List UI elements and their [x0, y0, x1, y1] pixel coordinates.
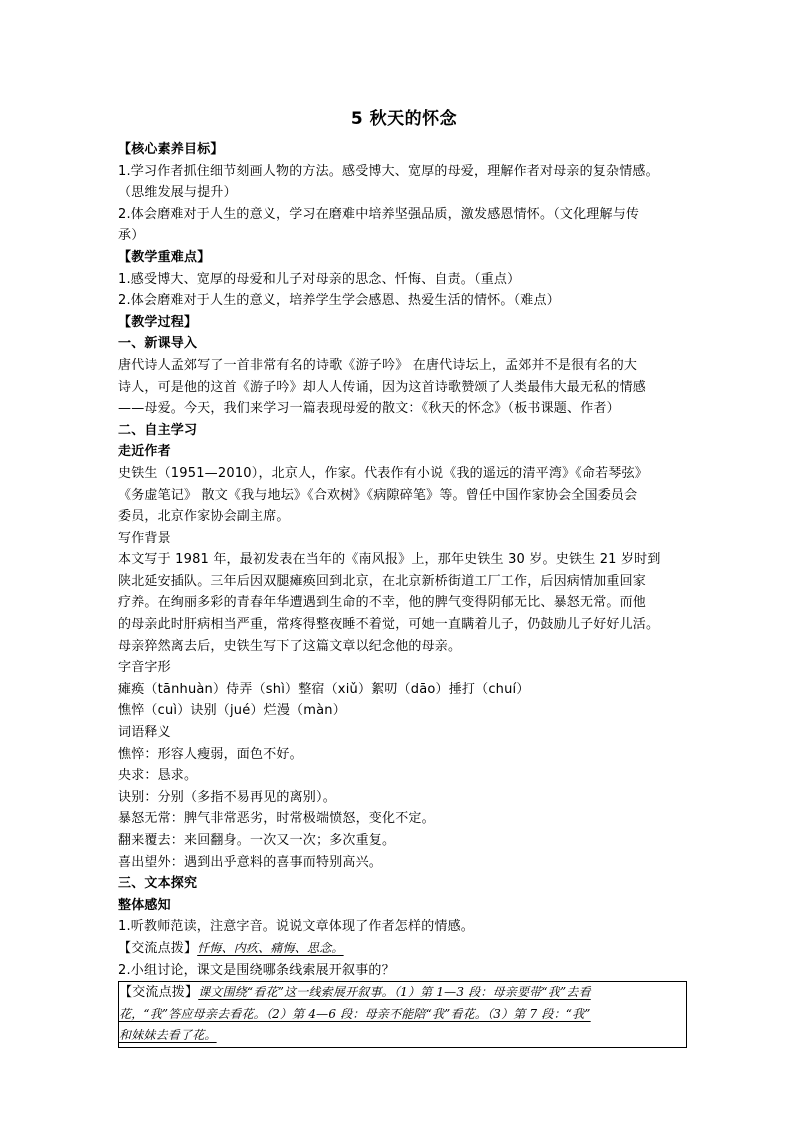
background-line-4: 的母亲此时肝病相当严重，常疼得整夜睡不着觉，可她一直瞒着儿子，仍鼓励儿子好好儿活。	[118, 617, 660, 633]
vocab-item: 央求：恳求。	[118, 768, 198, 784]
pronunciation-line-1: 瘫痪（tānhuàn）侍弄（shì）整宿（xiǔ）絮叨（dāo）捶打（chuí）	[118, 681, 530, 697]
pronunciation-heading: 字音字形	[118, 660, 171, 676]
goal-2: 2.体会磨难对于人生的意义，学习在磨难中培养坚强品质，激发感恩情怀。（文化理解与传	[118, 206, 640, 222]
answer-2-line-2: 花，“我”答应母亲去看花。（2）第 4—6 段：母亲不能陪“我”看花。（3）第 7 段：“我”	[119, 1006, 591, 1021]
answer-2-line-3: 和妹妹去看了花。	[119, 1028, 217, 1043]
background-line-3: 疗养。在绚丽多彩的青春年华遭遇到生命的不幸，他的脾气变得阴郁无比、暴怒无常。而他	[118, 595, 647, 611]
overall-heading: 整体感知	[118, 897, 171, 913]
author-heading: 走近作者	[118, 444, 171, 460]
exchange-label: 【交流点拨】	[118, 940, 198, 956]
background-line-2: 陕北延安插队。三年后因双腿瘫痪回到北京，在北京新桥街道工厂工作，后因病情加重回家	[118, 573, 647, 589]
section-heading-process: 【教学过程】	[118, 314, 198, 330]
vocab-item: 喜出望外：遇到出乎意料的喜事而特别高兴。	[118, 854, 383, 870]
answer-2-text-1: 课文围绕“看花”这一线索展开叙事。（1）第 1—3 段：母亲要带“我”去看	[198, 985, 591, 1000]
vocab-item: 憔悴：形容人瘦弱，面色不好。	[118, 746, 303, 762]
answer-1-text: 忏悔、内疚、痛悔、思念。	[197, 940, 344, 955]
intro-line-3: ——母爱。今天，我们来学习一篇表现母爱的散文：《秋天的怀念》（板书课题、作者）	[118, 401, 620, 417]
intro-line-1: 唐代诗人孟郊写了一首非常有名的诗歌《游子吟》 在唐代诗坛上，孟郊并不是很有名的大	[118, 357, 638, 373]
key-point-2: 2.体会磨难对于人生的意义，培养学生学会感恩、热爱生活的情怀。（难点）	[118, 293, 560, 309]
goal-2-cont: 承）	[118, 228, 145, 244]
document-page	[118, 107, 690, 1048]
key-point-1: 1.感受博大、宽厚的母爱和儿子对母亲的思念、忏悔、自责。（重点）	[118, 271, 521, 287]
goal-1-cont: （思维发展与提升）	[118, 185, 237, 201]
intro-line-2: 诗人，可是他的这首《游子吟》却人人传诵，因为这首诗歌赞颂了人类最伟大最无私的情感	[118, 379, 647, 395]
vocab-heading: 词语释义	[118, 725, 171, 741]
section-heading-key-points: 【教学重难点】	[118, 249, 211, 265]
section-heading-goals: 【核心素养目标】	[118, 142, 224, 157]
answer-2-box	[118, 981, 687, 1048]
question-1: 1.听教师范读，注意字音。说说文章体现了作者怎样的情感。	[118, 919, 475, 935]
goal-1: 1.学习作者抓住细节刻画人物的方法。感受博大、宽厚的母爱，理解作者对母亲的复杂情感。	[118, 163, 659, 179]
part-2-heading: 二、自主学习	[118, 422, 198, 438]
answer-2-line-1	[119, 982, 686, 1004]
author-line-3: 委员，北京作家协会副主席。	[118, 509, 290, 525]
answer-1	[118, 938, 690, 960]
exchange-label: 【交流点拨】	[119, 985, 199, 1001]
vocab-item: 诀别：分别（多指不易再见的离别）。	[118, 789, 336, 805]
background-line-1: 本文写于 1981 年，最初发表在当年的《南风报》上，那年史铁生 30 岁。史铁生 21 岁时到	[118, 552, 661, 568]
part-1-heading: 一、新课导入	[118, 336, 198, 352]
vocab-item: 暴怒无常：脾气非常恶劣，时常极端愤怒，变化不定。	[118, 811, 435, 827]
vocab-item: 翻来覆去：来回翻身。一次又一次；多次重复。	[118, 833, 396, 848]
part-3-heading: 三、文本探究	[118, 876, 198, 892]
author-line-2: 《务虚笔记》 散文《我与地坛》《合欢树》《病隙碎笔》等。曾任中国作家协会全国委员会	[118, 487, 638, 503]
page-title: 5 秋天的怀念	[350, 109, 458, 129]
author-line-1: 史铁生（1951—2010），北京人，作家。代表作有小说《我的遥远的清平湾》《命若琴弦》	[118, 465, 648, 481]
background-line-5: 母亲猝然离去后，史铁生写下了这篇文章以纪念他的母亲。	[118, 638, 462, 654]
pronunciation-line-2: 憔悴（cuì）诀别（jué）烂漫（màn）	[118, 703, 346, 719]
question-2: 2.小组讨论，课文是围绕哪条线索展开叙事的？	[118, 962, 395, 978]
background-heading: 写作背景	[118, 530, 171, 546]
